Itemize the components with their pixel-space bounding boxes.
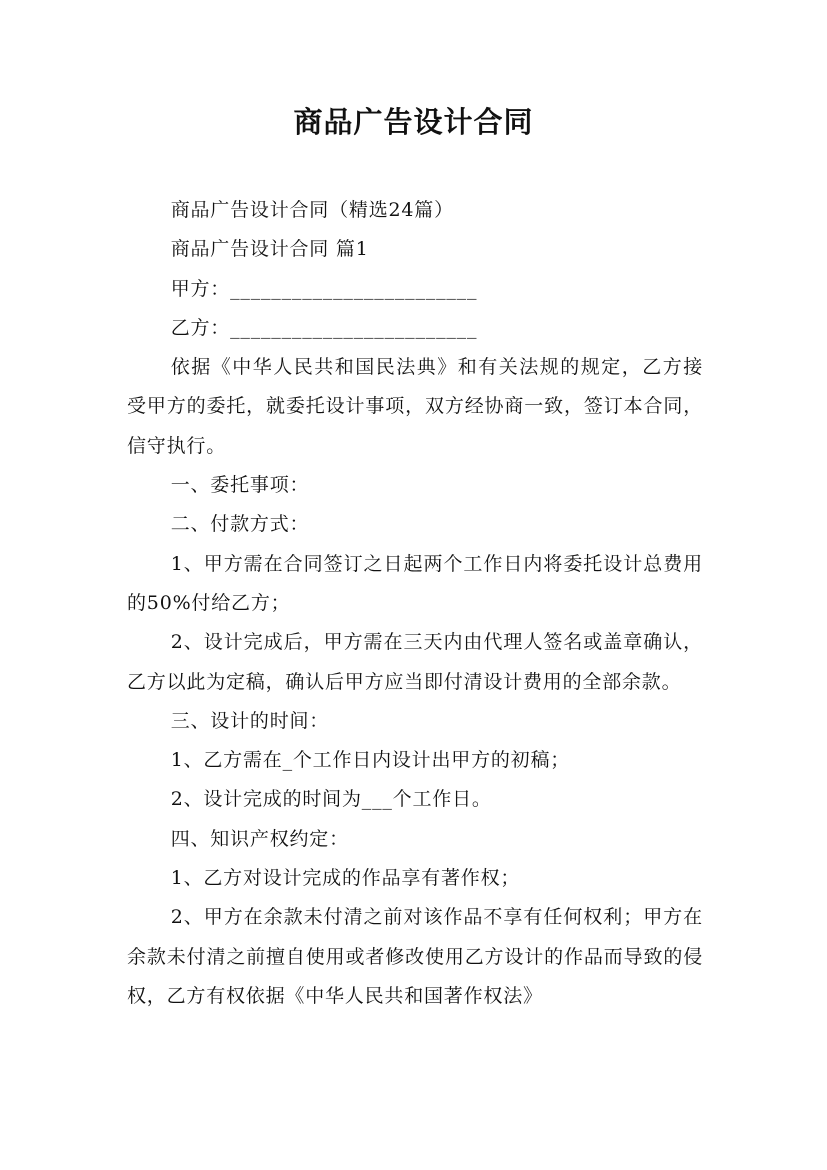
ip-clause-2: 2、甲方在余款未付清之前对该作品不享有任何权利；甲方在余款未付清之前擅自使用或者修改使用乙方设计的作品而导致的侵权，乙方有权依据《中华人民共和国著作权法》 (127, 906, 703, 1007)
paragraph-intro: 依据《中华人民共和国民法典》和有关法规的规定，乙方接受甲方的委托，就委托设计事项，双方经协商一致，签订本合同，信守执行。 (127, 356, 703, 457)
paragraph-section-heading: 商品广告设计合同 篇1 (170, 238, 369, 261)
party-b-line: 乙方：________________________ (170, 316, 478, 339)
document-body (127, 191, 703, 1016)
payment-clause-2: 2、设计完成后，甲方需在三天内由代理人签名或盖章确认，乙方以此为定稿，确认后甲方应当即付清设计费用的全部余款。 (127, 631, 703, 693)
heading-design-time: 三、设计的时间： (170, 709, 330, 732)
ip-clause-1: 1、乙方对设计完成的作品享有著作权； (170, 867, 521, 890)
party-a-line: 甲方：________________________ (170, 277, 478, 300)
payment-clause-1: 1、甲方需在合同签订之日起两个工作日内将委托设计总费用的50%付给乙方； (127, 552, 703, 614)
time-clause-2: 2、设计完成的时间为___个工作日。 (170, 788, 492, 811)
heading-ip-agreement: 四、知识产权约定： (170, 827, 349, 850)
heading-commission-items: 一、委托事项： (170, 474, 310, 497)
paragraph-subtitle: 商品广告设计合同（精选24篇） (170, 199, 454, 221)
time-clause-1: 1、乙方需在_个工作日内设计出甲方的初稿； (170, 749, 571, 772)
document-title: 商品广告设计合同 (293, 105, 534, 139)
heading-payment-method: 二、付款方式： (170, 513, 310, 536)
